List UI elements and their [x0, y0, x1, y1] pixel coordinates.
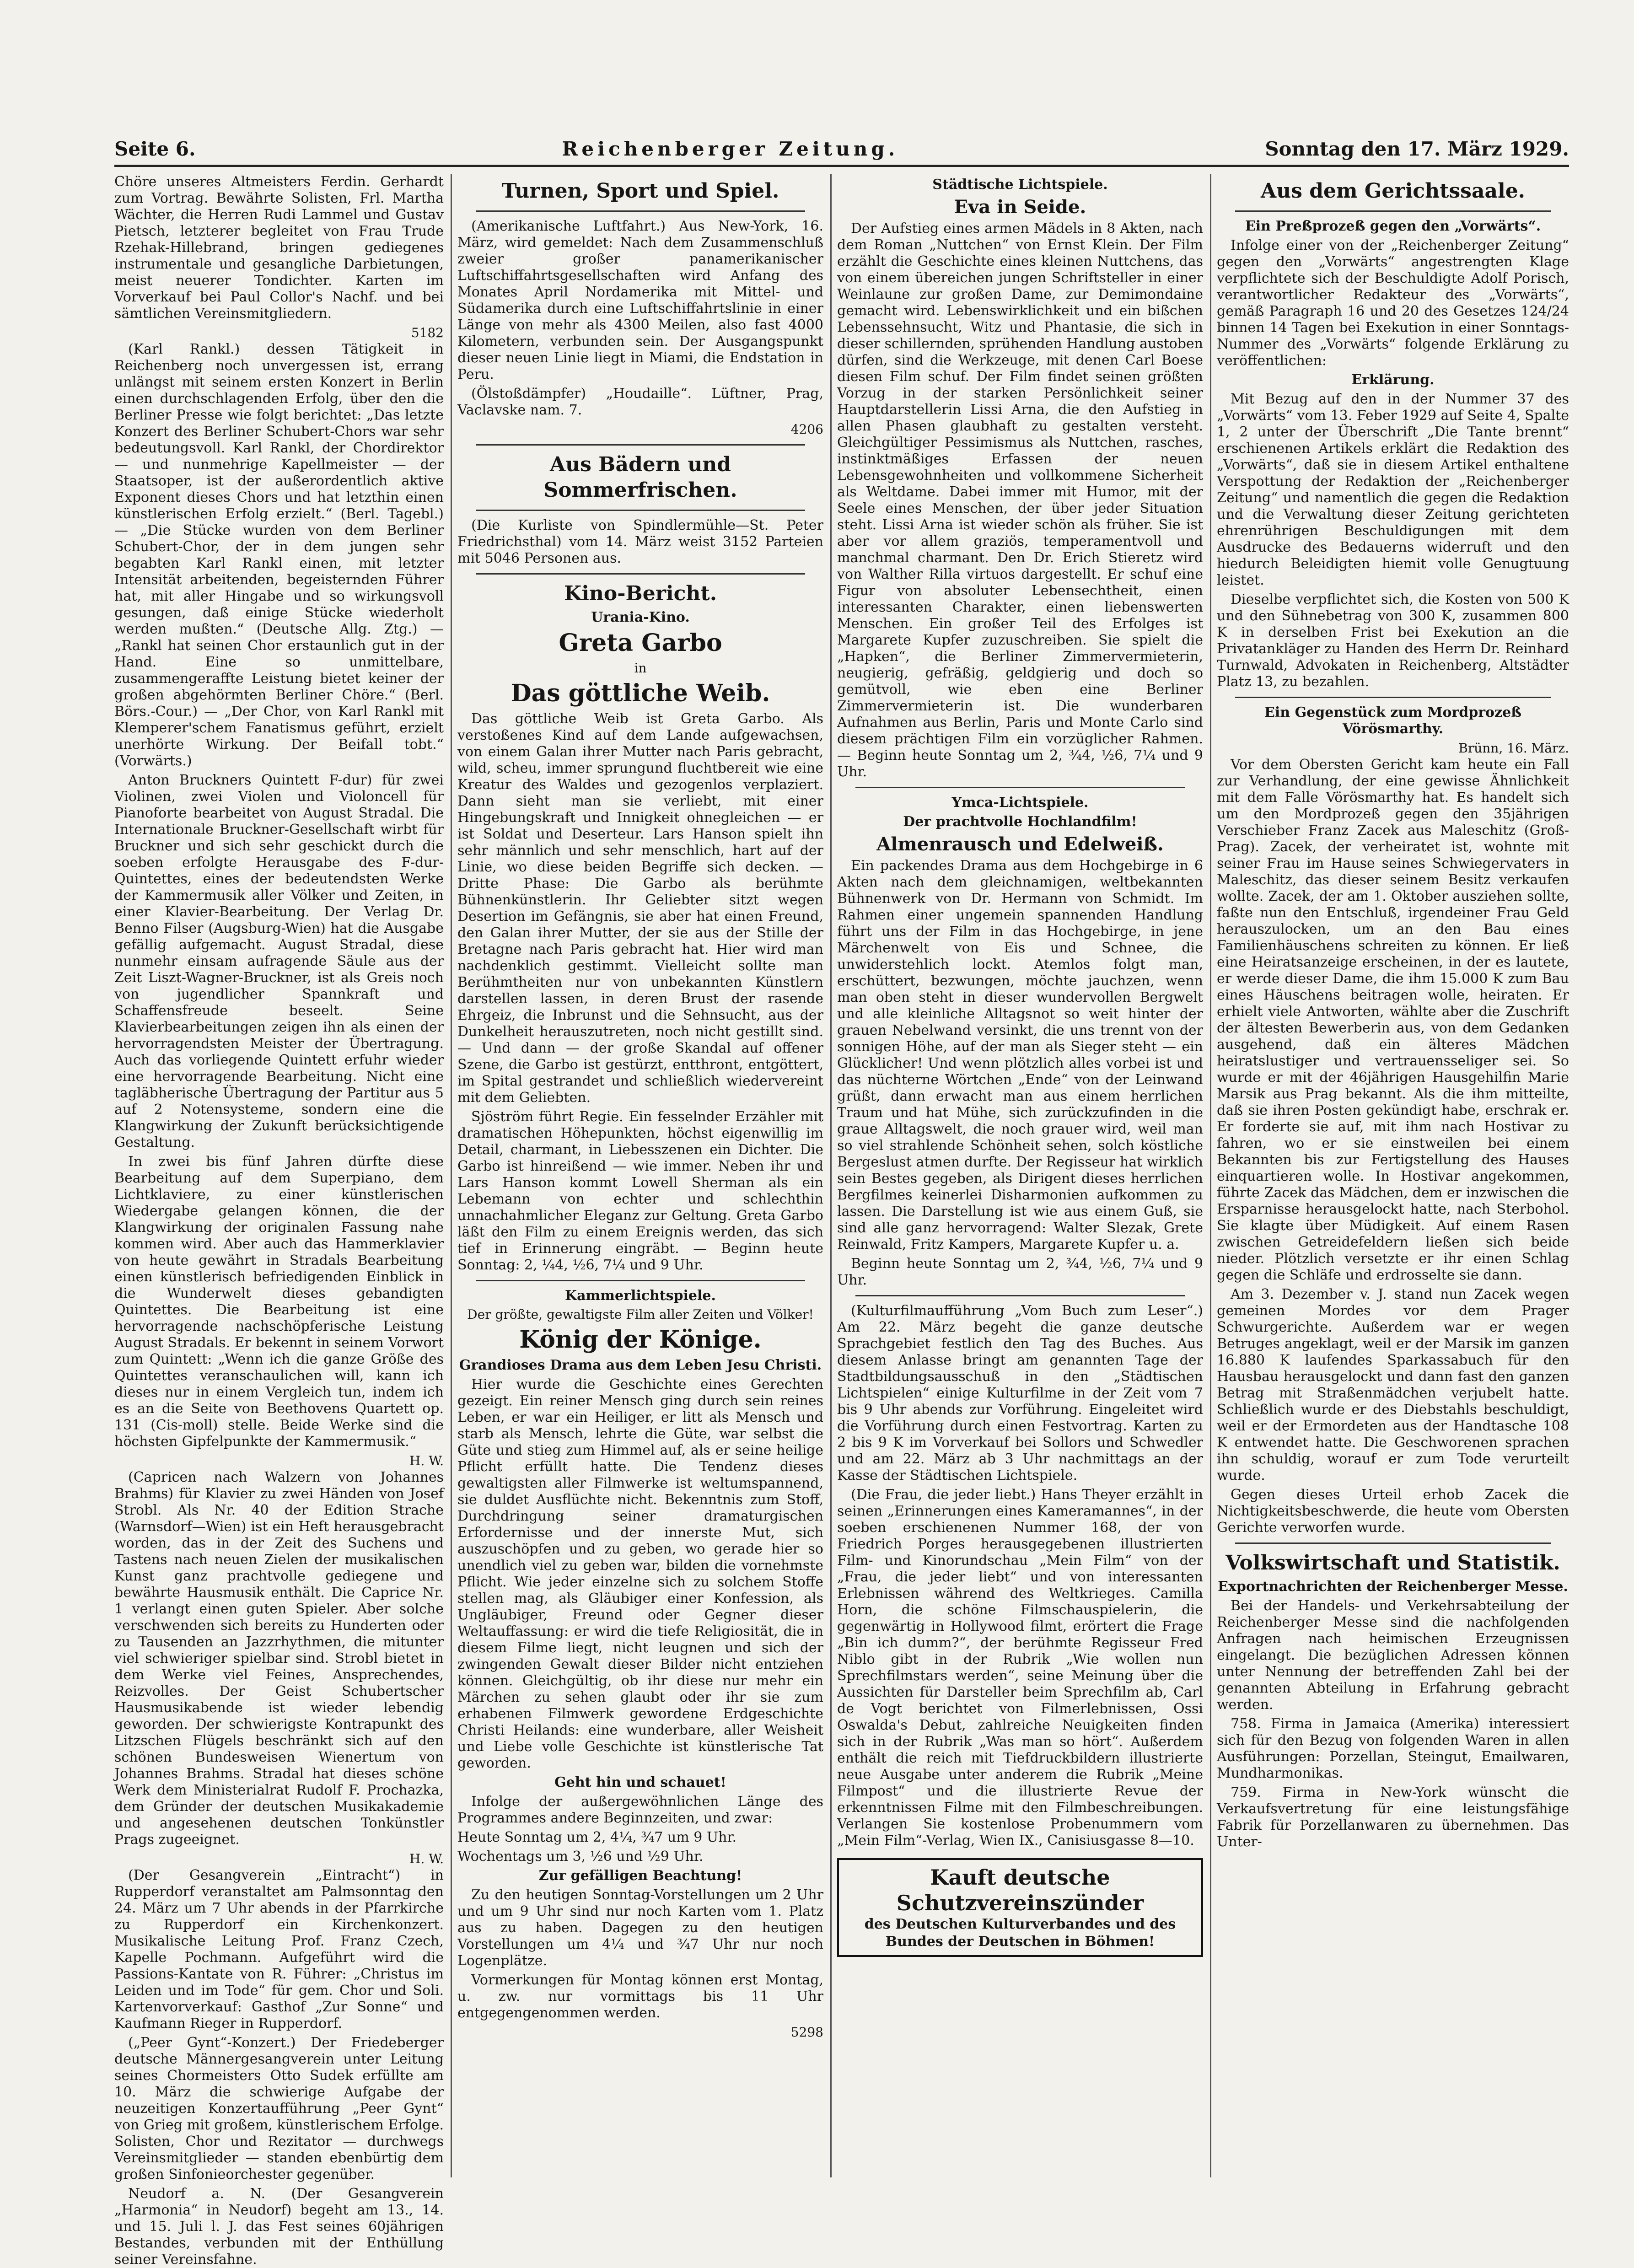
article-paragraph: (Karl Rankl.) dessen Tätigkeit in Reichenberg noch unvergessen ist, errang unlängst mit seinem ersten Konzert in Berlin einen durchschlagenden Erfolg, über den die Berliner Presse wie folgt berichtet: „Das letzte Konzert des Berliner Schubert-Chors war sehr bedeutungsvoll. Karl Rankl, der Chordirektor — und nunmehrige Kapellmeister — der Staatsoper, ist der außerordentlich aktive Exponent dieses Chors und hat letzthin einen künstlerischen Erfolg erzielt.“ (Berl. Tagebl.) — „Die Stücke wurden von dem Berliner Schubert-Chor, der in dem jungen sehr begabten Karl Rankl einen, mit letzter Intensität arbeitenden, begeisternden Führer hat, mit aller Hingabe und so wirkungsvoll gesungen, daß einige Stücke wiederholt werden mußten.“ (Deutsche Allg. Ztg.) — „Rankl hat seinen Chor erstaunlich gut in der Hand. Eine so unmittelbare, zusammengeraffte Leistung bietet keiner der großen abgehörmten Berliner Chöre.“ (Berl. Börs.-Cour.) — „Der Chor, von Karl Rankl mit Klemperer'schem Fanatismus geführt, erzielt unerhörte Wirkung. Der Beifall tobt.“ (Vorwärts.) [114, 341, 444, 769]
article-paragraph: Der Aufstieg eines armen Mädels in 8 Akten, nach dem Roman „Nuttchen“ von Ernst Klein. Der Film erzählt die Geschichte eines kleinen Nuttchens, das von einem übereichen jungen Schriftsteller in einer Weinlaune zur großen Dame, zur Demimondaine gemacht wird. Lebenswirklichkeit und ein bißchen Lebenssehnsucht, Witz und Phantasie, die sich in dieser schillernden, sprühenden Handlung austoben dürfen, sind die Werkzeuge, mit denen Carl Boese diesen Film schuf. Der Film findet seinen größten Vorzug in der starken Persönlichkeit seiner Hauptdarstellerin Lissi Arna, die den Aufstieg in allen Phasen glaubhaft zu gestalten versteht. Gleichgültiger Pessimismus als Nuttchen, rasches, instinktmäßiges Erfassen der neuen Lebensgewohnheiten und vollkommene Sicherheit als Weltdame. Dabei immer mit Humor, mit der Seele eines Menschen, der über jeder Situation steht. Lissi Arna ist wieder schön als früher. Sie ist aber vor allem graziös, temperamentvoll und manchmal charmant. Den Dr. Erich Stieretz wird von Walther Rilla virtuos dargestellt. Er schuf eine Figur von absoluter Lebensechtheit, einen interessanten Charakter, einen liebenswerten Menschen. Ein großer Teil des Erfolges ist Margarete Kupfer zuzuschreiben. Sie spielt die „Hapken“, die Berliner Zimmervermieterin, neugierig, gefräßig, geldgierig und doch so gemütvoll, wie eben eine Berliner Zimmervermieterin ist. Die wunderbaren Aufnahmen aus Berlin, Paris und Monte Carlo sind diesem prächtigen Film ein vorzüglicher Rahmen. — Beginn heute Sonntag um 2, ¾4, ½6, 7¼ und 9 Uhr. [837, 220, 1203, 780]
author-signature: H. W. [409, 1453, 444, 1468]
cinema-name: Ymca-Lichtspiele. [951, 795, 1089, 811]
section-heading: Aus dem Gerichtssaale. [1260, 179, 1525, 203]
ad-subline: des Deutschen Kulturverbandes und des Bundes der Deutschen in Böhmen! [864, 1916, 1176, 1950]
cinema-name: Kammerlichtspiele. [565, 1288, 716, 1304]
section-rule [476, 210, 805, 212]
section-rule [1235, 1542, 1551, 1544]
section-rule [855, 787, 1185, 788]
film-star: Greta Garbo [559, 629, 722, 657]
cinema-name: Urania-Kino. [591, 609, 690, 625]
section-rule [476, 444, 805, 446]
article-paragraph: In zwei bis fünf Jahren dürfte diese Bearbeitung auf dem Superpiano, dem Lichtklaviere, zu einer künstlerischen Wiedergabe gelangen können, die der Klangwirkung der originalen Fassung nahe kommen wird. Aber auch das Hammerklavier von heute gewährt in Stradals Bearbeitung einen künstlerisch befriedigenden Einblick in die Wunderwelt dieses gebandigten Quintettes. Die Bearbeitung ist eine hervorragende nachschöpferische Leistung August Stradals. Er bekennt in seinem Vorwort zum Quintett: „Wenn ich die ganze Größe des Quintettes veranschaulichen will, kann ich dieses nur in einem Vergleich tun, indem ich es an die Seite von Beethovens Quartett op. 131 (Cis-moll) stelle. Beide Werke sind die höchsten Gipfelpunkte der Kammermusik.“ [114, 1154, 444, 1450]
column-divider [451, 174, 452, 2177]
column-divider [1210, 174, 1211, 2177]
column-1 [114, 174, 444, 2268]
article-paragraph: Zu den heutigen Sonntag-Vorstellungen um 2 Uhr und um 9 Uhr sind nur noch Karten vom 1. Platz aus zu haben. Dagegen zu den heutigen Vorstellungen um 4¼ und ¾7 Uhr nur noch Logenplätze. [457, 1887, 823, 1969]
showtimes: Heute Sonntag um 2, 4¼, ¾7 um 9 Uhr. [457, 1829, 737, 1845]
dateline: Brünn, 16. März. [1458, 741, 1569, 756]
film-title: König der Könige. [519, 1326, 762, 1354]
article-paragraph: 759. Firma in New-York wünscht die Verkaufsvertretung für eine leistungsfähige Fabrik für Porzellanwaren zu übernehmen. Das Unter- [1217, 1784, 1569, 1850]
section-rule [1235, 210, 1551, 212]
column-3 [837, 174, 1203, 2177]
issue-date: Sonntag den 17. März 1929. [1265, 138, 1569, 160]
ad-number: 5182 [411, 325, 444, 340]
article-paragraph: Dieselbe verpflichtet sich, die Kosten von 500 K und den Sühnebetrag von 300 K, zusammen 800 K in derselben Frist bei Exekution an die Privatankläger zu Handen des Herrn Dr. Reinhard Turnwald, Advokaten in Reichenberg, Altstädter Platz 13, zu bezahlen. [1217, 591, 1569, 690]
article-paragraph: (Kulturfilmaufführung „Vom Buch zum Leser“.) Am 22. März begeht die ganze deutsche Sprachgebiet festlich den Tag des Buches. Aus diesem Anlasse bringt am genannten Tage der Stadtbildungsausschuß in den „Städtischen Lichtspielen“ einige Kulturfilme in der Zeit vom 7 bis 9 Uhr abends zur Vorführung. Eingeleitet wird die Vorführung durch einen Festvortrag. Karten zu 2 bis 9 K im Vorverkauf bei Sollors und Schwedler und am 22. März ab 3 Uhr nachmittags an der Kasse der Städtischen Lichtspiele. [837, 1303, 1203, 1483]
author-signature: H. W. [409, 1851, 444, 1866]
section-heading: Kino-Bericht. [564, 582, 717, 605]
section-heading: Aus Bädern und Sommerfrischen. [543, 453, 737, 502]
film-in: in [634, 661, 647, 676]
article-heading: Ein Gegenstück zum Mordprozeß Vörösmarthy. [1264, 704, 1521, 737]
page-header [114, 133, 1569, 160]
section-rule [855, 1295, 1185, 1296]
article-paragraph: (Die Kurliste von Spindlermühle—St. Peter Friedrichsthal) vom 14. März weist 3152 Parteien mit 5046 Personen aus. [457, 517, 823, 566]
call-to-action: Geht hin und schauet! [554, 1774, 726, 1790]
cinema-name: Städtische Lichtspiele. [932, 177, 1108, 193]
film-intro: Der prachtvolle Hochlandfilm! [903, 814, 1137, 830]
showtimes: Beginn heute Sonntag um 2, ¾4, ½6, 7¼ und 9 Uhr. [837, 1256, 1203, 1288]
article-paragraph: (Die Frau, die jeder liebt.) Hans Theyer erzählt in seinen „Erinnerungen eines Kameramannes“, in der soeben erschienenen Nummer 168, der von Friedrich Porges herausgegebenen illustrierten Film- und Kinorundschau „Mein Film“ von der „Frau, die jeder liebt“ und von interessanten Erlebnissen während des Weltkrieges. Camilla Horn, die schöne Filmschauspielerin, die gegenwärtig in Hollywood filmt, erörtert die Frage „Bin ich dumm?“, der berühmte Regisseur Fred Niblo gibt in der Rubrik „Wie wollen nun Sprechfilmstars werden“, seine Meinung über die Aussichten für Darsteller beim Sprechfilm ab, Carl de Vogt berichtet von Filmerlebnissen, Ossi Oswalda's Debut, zahlreiche Neuigkeiten finden sich in der Rubrik „Was man so hört“. Außerdem enthält die reich mit Tiefdruckbildern illustrierte neue Ausgabe unter anderem die Rubrik „Meine Filmpost“ und die illustrierte Revue der erkenntnissen Filme mit den Filmbeschreibungen. Verlangen Sie kostenlose Probenummern vom „Mein Film“-Verlag, Wien IX., Canisiusgasse 8—10. [837, 1487, 1203, 1849]
article-heading: Exportnachrichten der Reichenberger Messe. [1218, 1579, 1568, 1595]
section-rule [476, 510, 805, 511]
article-paragraph: Hier wurde die Geschichte eines Gerechten gezeigt. Ein reiner Mensch ging durch sein reines Leben, er war ein Heiliger, er litt als Mensch und starb als Mensch, lehrte die Güte, war selbst die Güte und stieg zum Himmel auf, als er seine heilige Pflicht erfüllt hatte. Die Tendenz dieses gewaltigsten aller Filmwerke ist weltumspannend, sie duldet Ausflüchte nicht. Bekenntnis zum Stoff, Durchdringung seiner dramaturgischen Erfordernisse und der innerste Mut, sich auszuschöpfen und zu geben, wo gerade hier so unendlich viel zu geben war, bilden die vornehmste Pflicht. Wie jeder einzelne sich zu solchem Stoffe stellen mag, als Gläubiger einer Konfession, als Ungläubiger, Freund oder Gegner dieser Weltauffassung: er wird die tiefe Religiosität, die in diesem Filme liegt, nicht leugnen und sich der zwingenden Gewalt dieser Bilder nicht entziehen können. Gleichgültig, ob ihr diese nur mehr ein Märchen zu sehen glaubt oder ihr sie zum erhabenen Filmwerk gewordene Erdgeschichte Christi Heilands: eine wunderbare, aller Weisheit und Liebe volle Geschichte ist künstlerische Tat geworden. [457, 1376, 823, 1771]
film-title: Eva in Seide. [954, 196, 1086, 218]
article-paragraph: Infolge einer von der „Reichenberger Zeitung“ gegen den „Vorwärts“ angestrengten Klage verpflichtete sich der Beschuldigte Adolf Porisch, verantwortlicher Redakteur des „Vorwärts“, gemäß Paragraph 16 und 20 des Gesetzes 124/24 binnen 14 Tagen bei Exekution in einer Sonntags-Nummer des „Vorwärts“ folgende Erklärung zu veröffentlichen: [1217, 237, 1569, 369]
section-heading: Turnen, Sport und Spiel. [501, 179, 779, 203]
page-number: Seite 6. [114, 138, 196, 160]
notice-heading: Zur gefälligen Beachtung! [538, 1868, 742, 1884]
article-paragraph: Vor dem Obersten Gericht kam heute ein Fall zur Verhandlung, der eine gewisse Ähnlichkeit mit dem Falle Vörösmarthy hat. Es handelt sich um den Mordprozeß gegen den 35jährigen Verschieber Franz Zacek aus Maleschitz (Groß-Prag). Zacek, der verheiratet ist, wohnte mit seiner Frau im Hause seines Schwiegervaters in Maleschitz, das dieser seinem Besitz verkaufen wollte. Zacek, der am 1. Oktober ausziehen sollte, faßte nun den Entschluß, irgendeiner Frau Geld herauszulocken, um an den Bau eines Familienhäuschens schreiten zu können. Er ließ eine Heiratsanzeige erscheinen, in der es lautete, er werde dieser Dame, die ihm 15.000 K zum Bau eines Häuschens beitragen wolle, heiraten. Er erhielt viele Antworten, wählte aber die Zuschrift der ältesten Bewerberin aus, von dem Gedanken ausgehend, daß ein älteres Mädchen heiratslustiger und vertrauensseliger sei. So wurde er mit der 46jährigen Hausgehilfin Marie Marsik aus Prag bekannt. Als die ihm mitteilte, daß sie ihren Posten gekündigt habe, erschrak er. Er forderte sie auf, mit ihm nach Hostivar zu fahren, wo er sie einstweilen bei einem Bekannten bis zur Fertigstellung des Hauses einquartieren wolle. In Hostivar angekommen, führte Zacek das Mädchen, dem er inzwischen die Ersparnisse herausgelockt hatte, nach Sterbohol. Sie klagte über Müdigkeit. Auf einem Rasen zwischen Getreidefeldern ließen sich beide nieder. Plötzlich versetzte er ihr einen Schlag gegen die Schläfe und erdrosselte sie dann. [1217, 757, 1569, 1283]
article-paragraph: Anton Bruckners Quintett F-dur) für zwei Violinen, zwei Violen und Violoncell für Pianoforte bearbeitet von August Stradal. Die Internationale Bruckner-Gesellschaft wirbt für Bruckner und sich sehr geschickt durch die soeben erfolgte Herausgabe des F-dur-Quintettes, eines der bedeutendsten Werke der Kammermusik aller Völker und Zeiten, in einer Klavier-Bearbeitung. Der Verlag Dr. Benno Filser (Augsburg-Wien) hat die Ausgabe gefällig aufgemacht. August Stradal, diese nunmehr einsam aufragende Säule aus der Zeit Liszt-Wagner-Bruckner, ist als Greis noch von jugendlicher Spannkraft und Schaffensfreude beseelt. Seine Klavierbearbeitungen zeigen ihn als einen der hervorragendsten Meister der Übertragung. Auch das vorliegende Quintett erfuhr wieder eine hervorragende Bearbeitung. Nicht eine tagläbherische Übertragung der Partitur aus 5 auf 2 Notensysteme, sondern eine die Klangwirkung der Zukunft berücksichtigende Gestaltung. [114, 772, 444, 1150]
article-paragraph: (Capricen nach Walzern von Johannes Brahms) für Klavier zu zwei Händen von Josef Strobl. Als Nr. 40 der Edition Strache (Warnsdorf—Wien) ist ein Heft herausgebracht worden, das in der Zeit des Suchens und Tastens nach neuen Zielen der musikalischen Kunst ganz prachtvolle gediegene und bewährte Hausmusik enthält. Die Caprice Nr. 1 verlangt einen guten Spieler. Aber solche verschwenden sich bereits zu Hunderten oder zu Tausenden an Jazzrhythmen, die mitunter viel schwieriger spielbar sind. Strobl bietet in dem Werke viel Feines, Ansprechendes, Reizvolles. Der Geist Schubertscher Hausmusikabende ist wieder lebendig geworden. Der schwierigste Kontrapunkt des Litzschen Flügels beschränkt sich auf den schönen Bundesweisen Wienertum von Johannes Brahms. Stradal hat dieses schöne Werk dem Ministerialrat Rudolf F. Prochazka, dem Gründer der deutschen Musikakademie und angesehenen deutschen Tonkünstler Prags zugeeignet. [114, 1469, 444, 1848]
article-paragraph: Am 3. Dezember v. J. stand nun Zacek wegen gemeinen Mordes vor dem Prager Schwurgerichte. Außerdem war er wegen Betruges angeklagt, weil er der Marsik im ganzen 16.880 K laufendes Sparkassabuch für den Hausbau herausgelockt und dann fast den ganzen Betrag mit Straßenmädchen verjubelt hatte. Schließlich wurde er des Diebstahls beschuldigt, weil er der Ermordeten aus der Handtasche 108 K entwendet hatte. Die Geschworenen sprachen ihn schuldig, worauf er zum Tode verurteilt wurde. [1217, 1286, 1569, 1483]
article-paragraph: Neudorf a. N. (Der Gesangverein „Harmonia“ in Neudorf) begeht am 13., 14. und 15. Juli l. J. das Fest seines 60jährigen Bestandes, verbunden mit der Enthüllung seiner Vereinsfahne. [114, 2186, 444, 2268]
ad-headline: Kauft deutsche Schutzvereinszünder [896, 1865, 1144, 1915]
article-paragraph: Vormerkungen für Montag können erst Montag, u. zw. nur vormittags bis 11 Uhr entgegengenommen werden. [457, 1972, 823, 2021]
article-paragraph: (Der Gesangverein „Eintracht“) in Rupperdorf veranstaltet am Palmsonntag den 24. März um 7 Uhr abends in der Pfarrkirche zu Rupperdorf ein Kirchenkonzert. Musikalische Leitung Prof. Franz Czech, Kapelle Pochmann. Aufgeführt wird die Passions-Kantate von R. Führer: „Christus im Leiden und im Tode“ für gem. Chor und Soli. Kartenvorverkauf: Gasthof „Zur Sonne“ und Kaufmann Rieger in Rupperdorf. [114, 1867, 444, 2032]
article-heading: Ein Preßprozeß gegen den „Vorwärts“. [1245, 218, 1541, 234]
film-subtitle: Grandioses Drama aus dem Leben Jesu Christi. [459, 1357, 822, 1373]
article-paragraph: Das göttliche Weib ist Greta Garbo. Als verstoßenes Kind auf dem Lande aufgewachsen, von einem Galan ihrer Mutter nach Paris gebracht, wild, scheu, immer sprungund fluchtbereit wie eine Kreatur des Waldes und gezogenlos verplaziert. Dann sieht man sie verliebt, mit einer Hingebungskraft und Innigkeit ohnegleichen — er ist Soldat und Deserteur. Lars Hanson spielt ihn sehr männlich und sehr menschlich, hart auf der Linie, wo diese beiden Begriffe sich decken. — Dritte Phase: Die Garbo als berühmte Bühnenkünstlerin. Ihr Geliebter sitzt wegen Desertion im Gefängnis, sie aber hat einen Freund, den Galan ihrer Mutter, der sie aus der Stille der Bretagne nach Paris gebracht hat. Hier wird man nachdenklich gestimmt. Vielleicht sollte man Berühmtheiten nur von unbekannten Künstlern darstellen lassen, in deren Brust der rasende Ehrgeiz, die Inbrunst und die Sehnsucht, aus der Dunkelheit herauszutreten, noch nicht gestillt sind. — Und dann — der große Skandal auf offener Szene, die Garbo ist gestürzt, entthront, entgöttert, im Spital gestrandet und schließlich wiedervereint mit dem Geliebten. [457, 711, 823, 1106]
film-title: Das göttliche Weib. [511, 679, 770, 707]
column-4 [1217, 174, 1569, 2177]
section-rule [476, 1280, 805, 1281]
article-subheading: Erklärung. [1351, 372, 1435, 388]
column-2 [457, 174, 823, 2177]
article-paragraph: (Amerikanische Luftfahrt.) Aus New-York, 16. März, wird gemeldet: Nach dem Zusammenschluß zweier großer panamerikanischer Luftschiffahrtsgesellschaften wird Anfang des Monates April Nordamerika mit Mittel- und Südamerika durch eine Luftschiffahrtslinie in einer Länge von mehr als 4300 Meilen, also fast 4000 Kilometern, verbunden sein. Der Ausgangspunkt dieser neuen Linie liegt in Miami, die Endstation in Peru. [457, 218, 823, 382]
film-intro: Der größte, gewaltigste Film aller Zeiten und Völker! [467, 1307, 814, 1322]
article-paragraph: („Peer Gynt“-Konzert.) Der Friedeberger deutsche Männergesangverein unter Leitung seines Chormeisters Otto Sudek erfüllte am 10. März die schwierige Aufgabe der neuzeitigen Konzertaufführung „Peer Gynt“ von Grieg mit großem, künstlerischem Erfolge. Solisten, Chor und Rezitator — durchwegs Vereinsmitglieder — standen ebenbürtig dem großen Sinfonieorchester gegenüber. [114, 2035, 444, 2182]
article-paragraph: Sjöström führt Regie. Ein fesselnder Erzähler mit dramatischen Höhepunkten, höchst eigenwillig im Detail, charmant, in Liebesszenen ein Dichter. Die Garbo ist hinreißend — wie immer. Neben ihr und Lars Hanson kommt Lowell Sherman als ein Lebemann von echter und schlechthin unnachahmlicher Eleganz zur Geltung. Greta Garbo läßt den Film zu einem Ereignis werden, das sich tief in Erinnerung eingräbt. — Beginn heute Sonntag: 2, ¼4, ½6, 7¼ und 9 Uhr. [457, 1109, 823, 1273]
article-paragraph: Gegen dieses Urteil erhob Zacek die Nichtigkeitsbeschwerde, die heute vom Obersten Gerichte verworfen wurde. [1217, 1487, 1569, 1536]
column-divider [830, 174, 832, 2177]
ad-number: 5298 [790, 2025, 823, 2040]
section-rule [1235, 697, 1551, 698]
ad-number: 4206 [790, 422, 823, 437]
article-paragraph: 758. Firma in Jamaica (Amerika) interessiert sich für den Bezug von folgenden Waren in allen Ausführungen: Porzellan, Steingut, Emailwaren, Mundharmonikas. [1217, 1716, 1569, 1781]
article-paragraph: Ein packendes Drama aus dem Hochgebirge in 6 Akten nach dem gleichnamigen, weltbekannten Bühnenwerk von Dr. Hermann von Schmidt. Im Rahmen einer ungemein spannenden Handlung führt uns der Film in das Hochgebirge, in jene Märchenwelt von Eis und Schnee, die unwiderstehlich lockt. Atemlos folgt man, erschüttert, bezwungen, möchte jauchzen, wenn man oben steht in dieser wundervollen Bergwelt und alle kleinliche Alltagsnot so weit hinter der grauen Nebelwand versinkt, die uns trennt von der sonnigen Höhe, auf der man als Sieger steht — ein Glücklicher! Und wenn plötzlich alles vorbei ist und das nüchterne Wörtchen „Ende“ von der Leinwand grüßt, dann erwacht man aus einem herrlichen Traum und hat Mühe, sich zurückzufinden in die graue Alltagswelt, die noch grauer wird, weil man so viel strahlende Schönheit sehen, solch köstliche Bergeslust atmen durfte. Der Regisseur hat wirklich sein Bestes gegeben, als Dirigent dieses herrlichen Bergfilmes keinerlei Disharmonien aufkommen zu lassen. Die Darstellung ist wie aus einem Guß, sie sind alle ganz hervorragend: Walter Slezak, Grete Reinwald, Fritz Kampers, Margarete Kupfer u. a. [837, 858, 1203, 1252]
header-rule [114, 165, 1569, 167]
film-title: Almenrausch und Edelweiß. [876, 833, 1164, 855]
section-rule [476, 573, 805, 575]
article-paragraph: Bei der Handels- und Verkehrsabteilung der Reichenberger Messe sind die nachfolgenden Anfragen nach heimischen Erzeugnissen eingelangt. Die bezüglichen Adressen können unter Nennung der betreffenden Zahl bei der genannten Abteilung in Erfahrung gebracht werden. [1217, 1598, 1569, 1713]
article-paragraph: Chöre unseres Altmeisters Ferdin. Gerhardt zum Vortrag. Bewährte Solisten, Frl. Martha Wächter, die Herren Rudi Lammel und Gustav Pietsch, letzterer begleitet von Frau Trude Rzehak-Hillebrand, bringen gediegenes instrumentale und gesangliche Darbietungen, meist neuerer Tondichter. Karten im Vorverkauf bei Paul Collor's Nachf. und bei sämtlichen Vereinsmitgliedern. [114, 174, 444, 322]
showtimes: Wochentags um 3, ½6 und ½9 Uhr. [457, 1849, 704, 1865]
advertisement-box [837, 1858, 1203, 1957]
section-heading: Volkswirtschaft und Statistik. [1226, 1551, 1560, 1575]
article-paragraph: Mit Bezug auf den in der Nummer 37 des „Vorwärts“ vom 13. Feber 1929 auf Seite 4, Spalte 1, 2 unter der Überschrift „Die Tante brennt“ erschienenen Artikels erklärt die Redaktion des „Vorwärts“, daß sie in diesem Artikel enthaltene Verspottung der Redaktion der „Reichenberger Zeitung“ und namentlich die gegen die Redaktion und die Verwaltung dieser Zeitung gerichteten ehrenrührigen Beschuldigungen mit dem Ausdrucke des Bedauerns widerruft und den hiedurch Beleidigten hiemit volle Genugtuung leistet. [1217, 391, 1569, 588]
masthead: Reichenberger Zeitung. [562, 138, 899, 160]
article-paragraph: Infolge der außergewöhnlichen Länge des Programmes andere Beginnzeiten, und zwar: [457, 1794, 823, 1826]
article-paragraph: (Ölstoßdämpfer) „Houdaille“. Lüftner, Prag, Vaclavske nam. 7. [457, 386, 823, 418]
